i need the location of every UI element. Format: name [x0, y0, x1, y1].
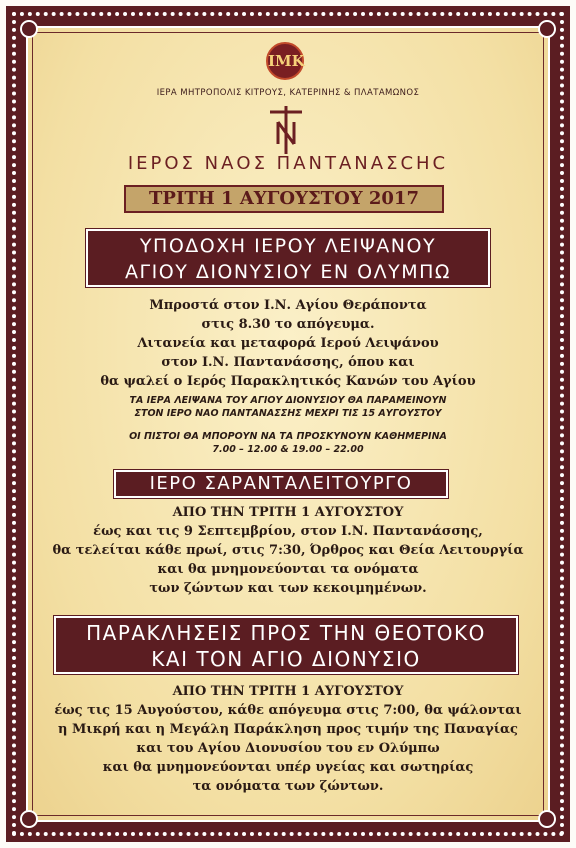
- section1-banner: [86, 229, 490, 287]
- body-line: έως και τις 9 Σεπτεμβρίου, στον Ι.Ν. Παντανάσσης,: [93, 524, 483, 539]
- body-line: θα ψαλεί ο Ιερός Παρακλητικός Κανών του Αγίου: [100, 374, 476, 389]
- date-banner: ΤΡΙΤΗ 1 ΑΥΓΟΥΣΤΟΥ 2017: [124, 185, 444, 213]
- note-line: 7.00 – 12.00 & 19.00 – 22.00: [212, 444, 364, 455]
- body-line: στον Ι.Ν. Παντανάσσης, όπου και: [161, 355, 415, 370]
- section3-banner: [54, 616, 518, 674]
- body-line: και του Αγίου Διονυσίου του εν Ολύμπω: [136, 741, 440, 756]
- body-line: έως τις 15 Αυγούστου, κάθε απόγευμα στις 7:00, θα ψάλονται: [54, 703, 522, 718]
- banner-line: ΥΠΟΔΟΧΗ ΙΕΡΟΥ ΛΕΙΨΑΝΟΥ: [139, 235, 437, 257]
- body-line: και θα μνημονεύονται τα ονόματα: [157, 562, 419, 577]
- banner-line: ΑΓΙΟΥ ΔΙΟΝΥΣΙΟΥ ΕΝ ΟΛΥΜΠΩ: [125, 261, 451, 283]
- banner-line: ΙΕΡΟ ΣΑΡΑΝΤΑΛΕΙΤΟΥΡΓΟ: [149, 473, 413, 494]
- relics-note: [40, 394, 536, 420]
- corner-ornament-tr: [538, 20, 556, 38]
- banner-line: ΚΑΙ ΤΟΝ ΑΓΙΟ ΔΙΟΝΥΣΙΟ: [151, 647, 421, 671]
- body-line: Μπροστά στον Ι.Ν. Αγίου Θεράποντα: [149, 298, 427, 313]
- note-line: ΟΙ ΠΙΣΤΟΙ ΘΑ ΜΠΟΡΟΥΝ ΝΑ ΤΑ ΠΡΟΣΚΥΝΟΥΝ ΚΑΘΗΜΕΡΙΝΑ: [129, 431, 447, 442]
- body-line: Λιτανεία και μεταφορά Ιερού Λειψάνου: [137, 336, 439, 351]
- corner-ornament-br: [538, 810, 556, 828]
- banner-line: ΠΑΡΑΚΛΗΣΕΙΣ ΠΡΟΣ ΤΗΝ ΘΕΟΤΟΚΟ: [86, 621, 486, 645]
- metropolis-name: ΙΕΡΑ ΜΗΤΡΟΠΟΛΙΣ ΚΙΤΡΟΥΣ, ΚΑΤΕΡΙΝΗΣ & ΠΛΑΤΑΜΩΝΟΣ: [156, 88, 420, 98]
- veneration-hours: [40, 430, 536, 456]
- body-line: των ζώντων και των κεκοιμημένων.: [149, 581, 427, 596]
- body-line: η Μικρή και η Μεγάλη Παράκληση προς τιμήν της Παναγίας: [58, 722, 518, 737]
- section3-body: [40, 682, 536, 796]
- note-line: ΤΑ ΙΕΡΑ ΛΕΙΨΑΝΑ ΤΟΥ ΑΓΙΟΥ ΔΙΟΝΥΣΙΟΥ ΘΑ ΠΑΡΑΜΕΙΝΟΥΝ: [129, 395, 447, 406]
- body-line: και θα μνημονεύονται υπέρ υγείας και σωτηρίας: [102, 760, 474, 775]
- body-line: ΑΠΟ ΤΗΝ ΤΡΙΤΗ 1 ΑΥΓΟΥΣΤΟΥ: [172, 505, 404, 520]
- body-line: θα τελείται κάθε πρωί, στις 7:30, Όρθρος και Θεία Λειτουργία: [52, 543, 524, 558]
- corner-ornament-tl: [20, 20, 38, 38]
- body-line: ΑΠΟ ΤΗΝ ΤΡΙΤΗ 1 ΑΥΓΟΥΣΤΟΥ: [172, 684, 404, 699]
- temple-name: ΙΕΡΟΣ ΝΑΟΣ ΠΑΝΤΑΝΑΣCΗC: [127, 153, 449, 174]
- section1-body: [40, 296, 536, 391]
- metropolis-monogram-icon: ΙΜΚ: [266, 42, 304, 80]
- body-line: τα ονόματα των ζώντων.: [192, 779, 384, 794]
- section2-banner: [114, 470, 448, 498]
- corner-ornament-bl: [20, 810, 38, 828]
- section2-body: [40, 503, 536, 598]
- body-line: στις 8.30 το απόγευμα.: [201, 317, 375, 332]
- note-line: ΣΤΟΝ ΙΕΡΟ ΝΑΟ ΠΑΝΤΑΝΑΣΣΗΣ ΜΕΧΡΙ ΤΙΣ 15 ΑΥΓΟΥΣΤΟΥ: [134, 408, 442, 419]
- chi-rho-cross-icon: [266, 104, 306, 156]
